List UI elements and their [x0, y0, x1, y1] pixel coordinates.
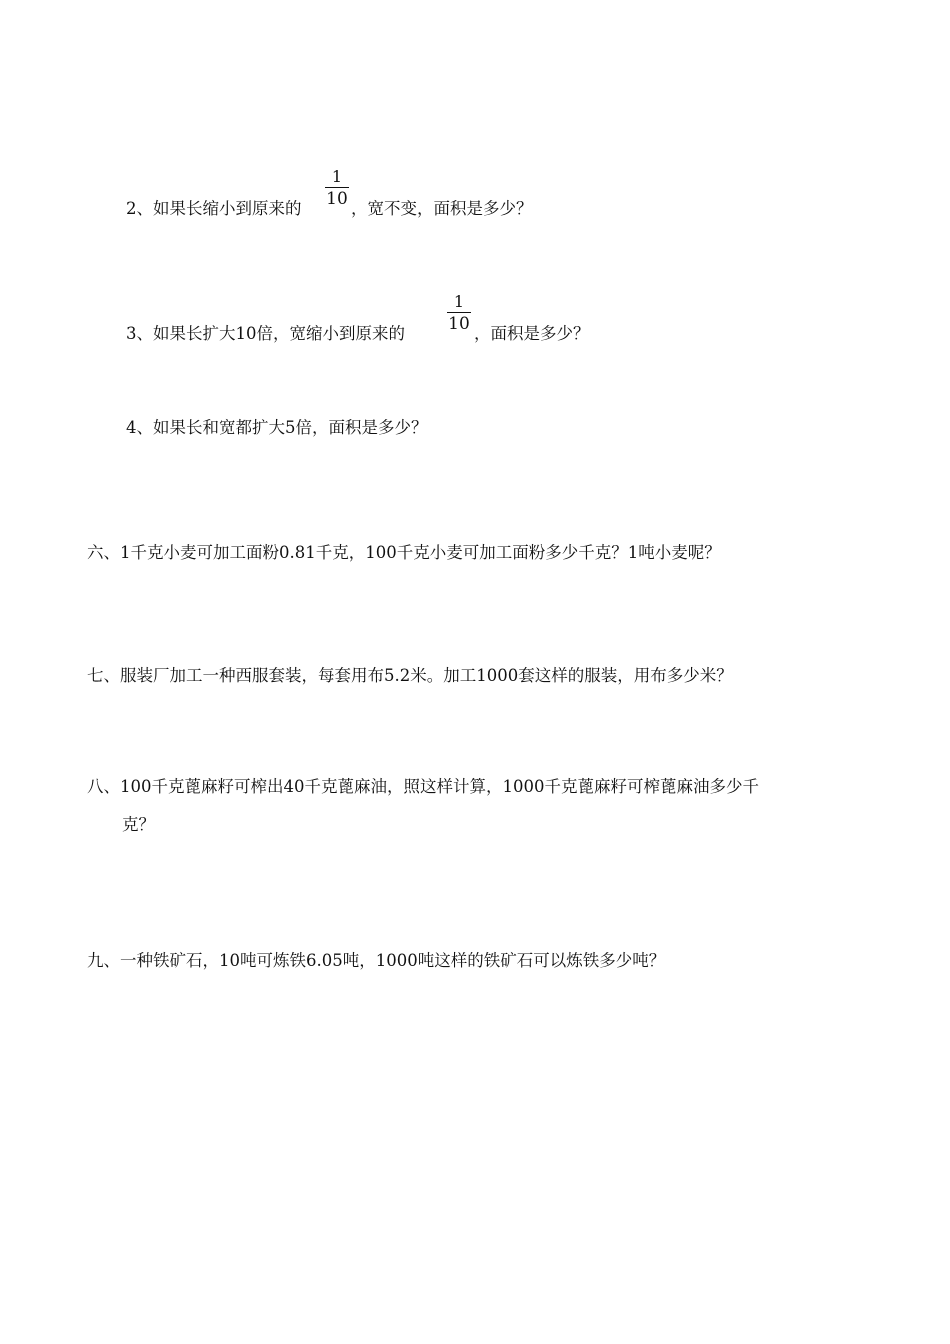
question-4: 4、如果长和宽都扩大5倍，面积是多少？ — [126, 418, 428, 437]
fraction-numerator: 1 — [453, 292, 465, 311]
question-9: 九、一种铁矿石，10吨可炼铁6.05吨，1000吨这样的铁矿石可以炼铁多少吨？ — [87, 951, 666, 970]
fraction-numerator: 1 — [331, 167, 343, 186]
fraction-bar — [325, 187, 349, 188]
question-2-after: ，宽不变，面积是多少？ — [351, 199, 533, 218]
question-2-fraction — [325, 168, 349, 208]
question-3-fraction — [447, 293, 471, 333]
question-8-line-2: 克？ — [122, 815, 155, 834]
fraction-denominator: 10 — [326, 189, 348, 209]
question-7: 七、服装厂加工一种西服套装，每套用布5.2米。加工1000套这样的服装，用布多少米？ — [87, 666, 733, 685]
question-8-line-1: 八、100千克蓖麻籽可榨出40千克蓖麻油，照这样计算，1000千克蓖麻籽可榨蓖麻油多少千 — [87, 777, 759, 796]
question-3 — [126, 323, 405, 345]
fraction-denominator: 10 — [448, 314, 470, 334]
question-6: 六、1千克小麦可加工面粉0.81千克，100千克小麦可加工面粉多少千克？1吨小麦呢？ — [87, 543, 721, 562]
question-2 — [126, 198, 302, 220]
fraction-bar — [447, 312, 471, 313]
question-2-before: 2、如果长缩小到原来的 — [126, 199, 302, 218]
question-3-before: 3、如果长扩大10倍，宽缩小到原来的 — [126, 324, 405, 343]
question-3-after: ，面积是多少？ — [474, 324, 590, 343]
